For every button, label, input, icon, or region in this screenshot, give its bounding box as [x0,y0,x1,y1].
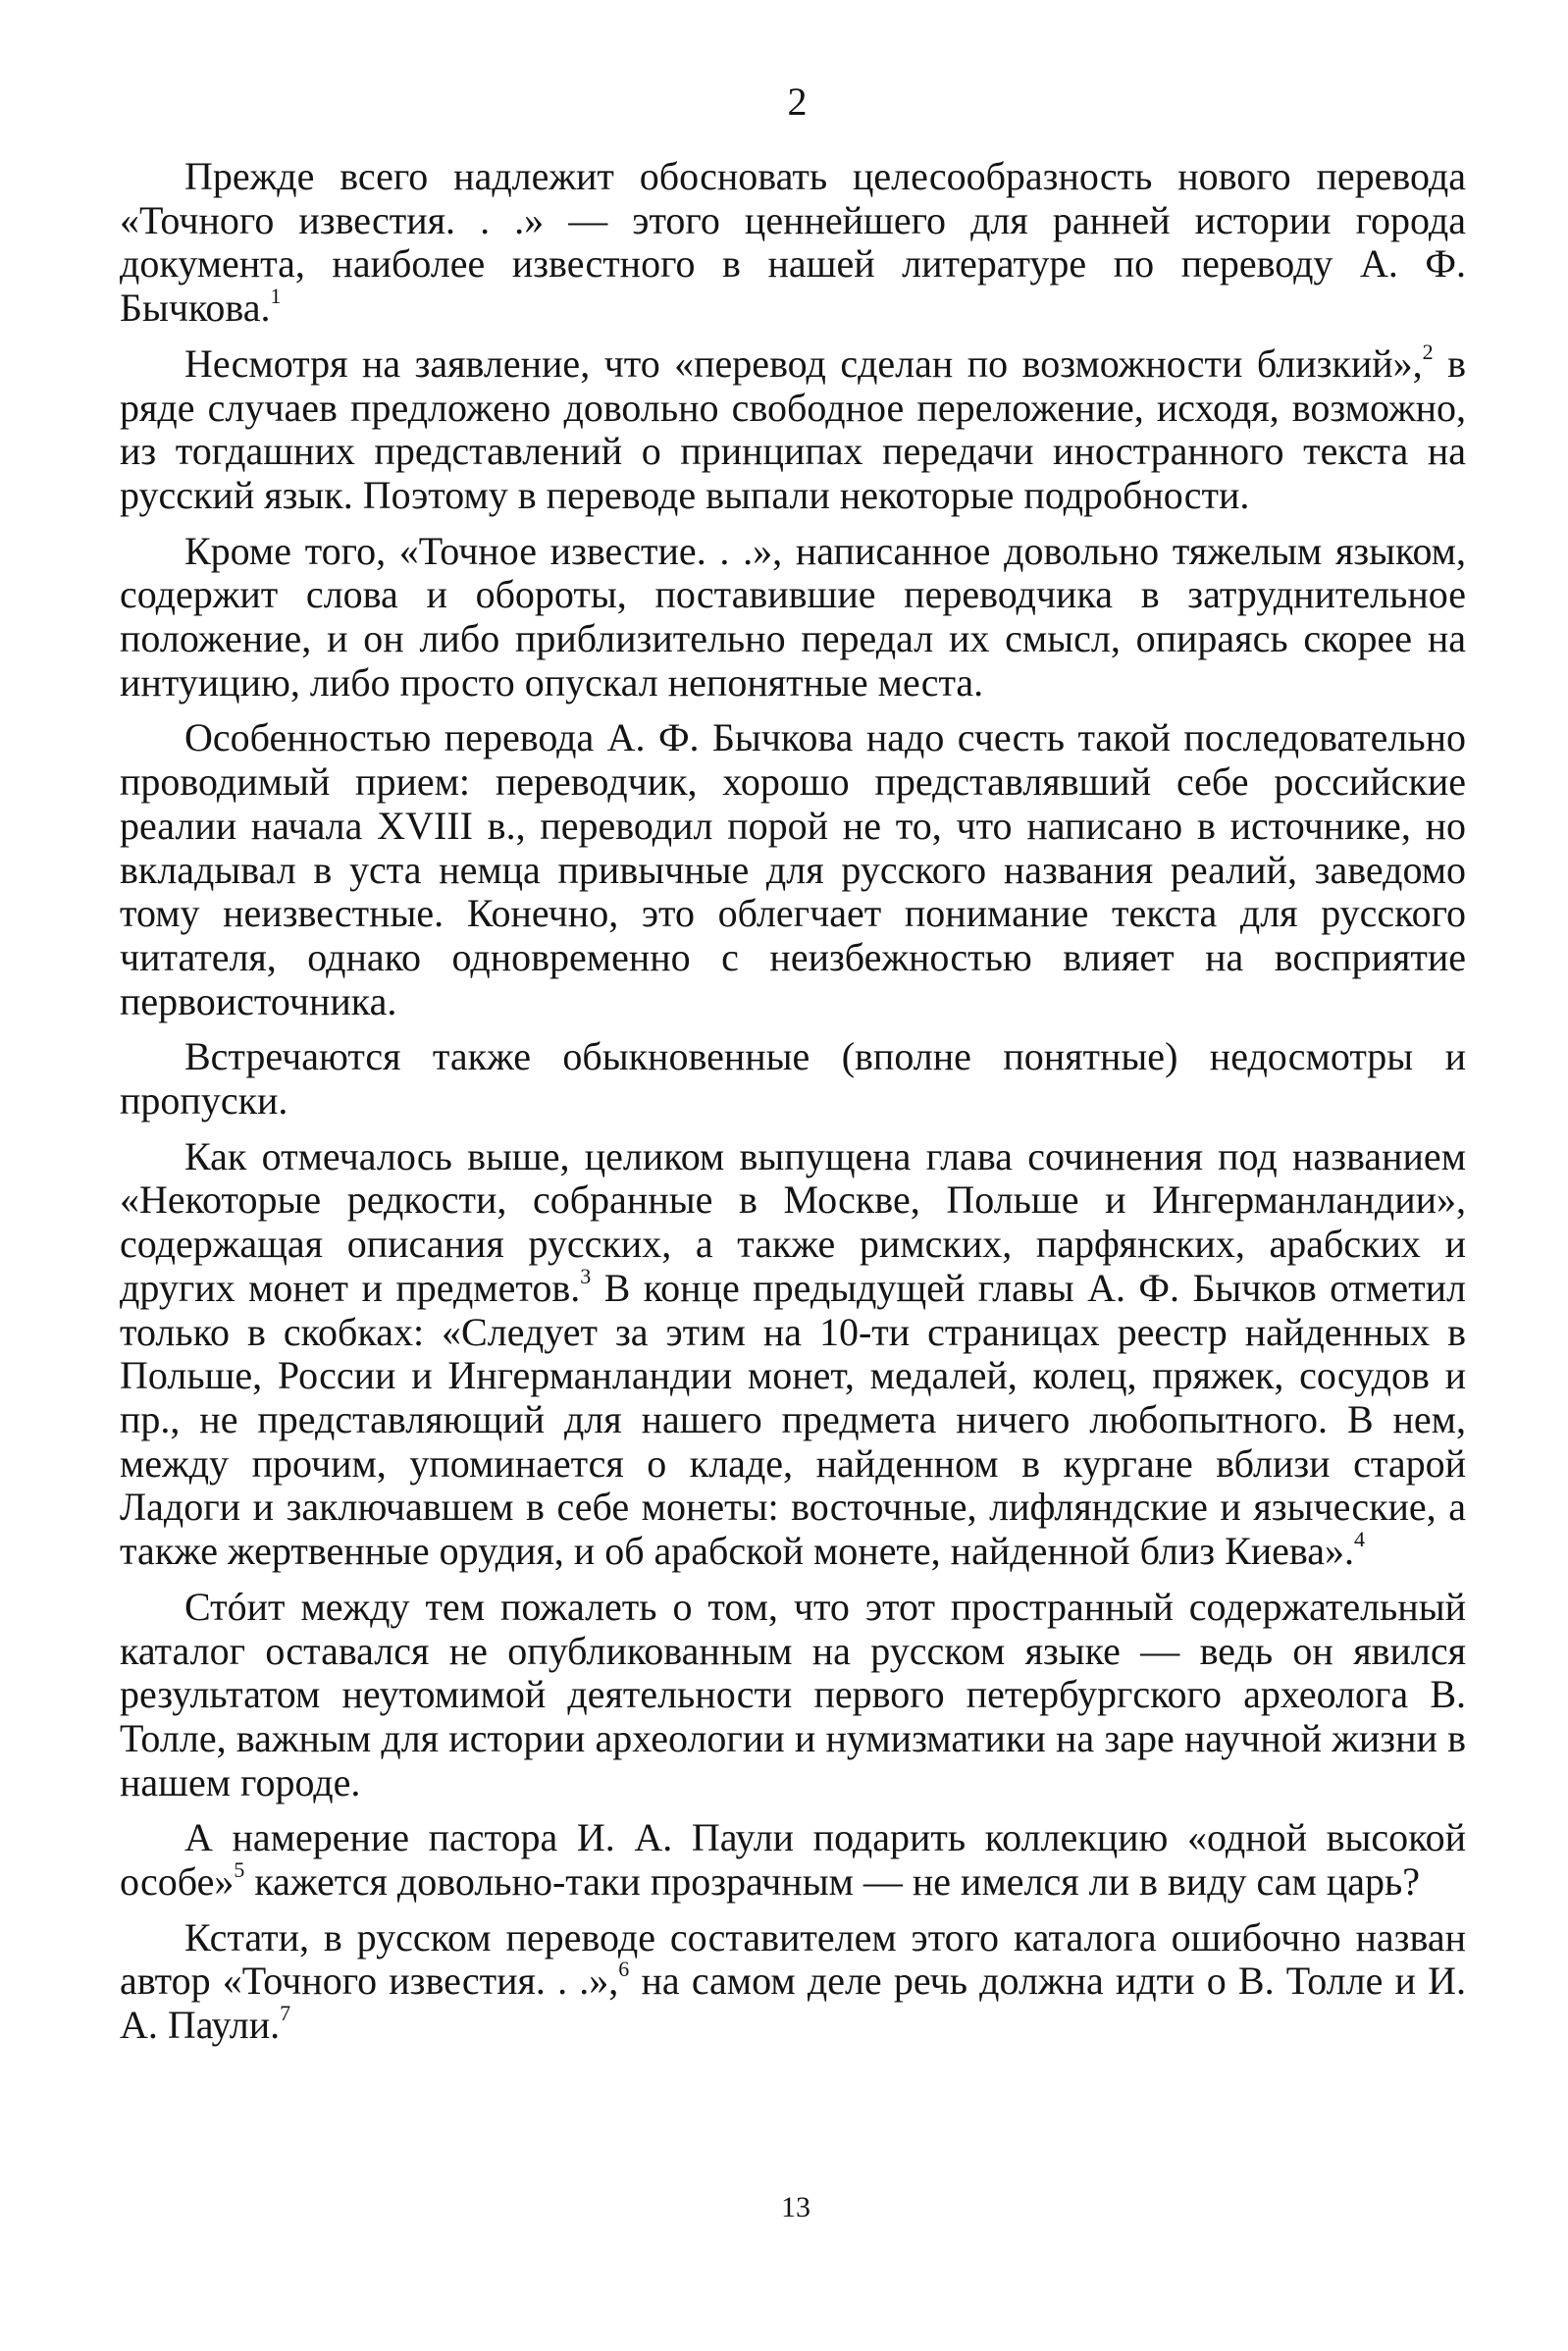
footnote-marker: 5 [234,1857,245,1883]
paragraph [120,1916,1466,2048]
page-number: 13 [781,2191,810,2223]
paragraph-text: Несмотря на заявление, что «перевод сделан по возможности близкий», [184,340,1423,386]
paragraph-text: Прежде всего надлежит обосновать целесообразность нового перевода «Точного известия. . .» — этого ценнейшего для ранней истории города документа, наиболее известного в нашей литературе по переводу А. Ф. Бычкова. [120,154,1466,331]
paragraph [120,1816,1466,1904]
paragraph-text: Кстати, в русском переводе составителем этого каталога ошибочно назван автор «Точного известия. . .», [120,1914,1466,2004]
paragraph-text: Кроме того, «Точное известие. . .», написанное довольно тяжелым языком, содержит слова и обороты, поставившие переводчика в затруднительное положение, и он либо приблизительно передал их смысл, опираясь скорее на интуицию, либо просто опускал непонятные места. [120,528,1466,705]
paragraph [120,1586,1466,1805]
paragraph [120,1135,1466,1574]
paragraph-text: на самом деле речь должна идти о В. Толле и И. А. Паули. [120,1959,1466,2048]
paragraph-text: Особенностью перевода А. Ф. Бычкова надо счесть такой последовательно проводимый прием: переводчик, хорошо представлявший себе российские реалии начала XVIII в., переводил порой не то, что написано в источнике, но вкладывал в уста немца привычные для русского названия реалий, заведомо тому неизвестные. Конечно, это облегчает понимание текста для русского читателя, однако одновременно с неизбежностью влияет на восприятие первоисточника. [120,715,1466,1023]
paragraph-text: в ряде случаев предложено довольно свободное переложение, исходя, возможно, из тогдашних представлений о принципах передачи иностранного текста на русский язык. Поэтому в переводе выпали некоторые подробности. [120,340,1467,517]
paragraph [120,530,1466,705]
paragraph-text: Встречаются также обыкновенные (вполне понятные) недосмотры и пропуски. [120,1034,1466,1123]
footnote-marker: 3 [580,1263,592,1288]
paragraph [120,716,1466,1023]
paragraph-text: А намерение пастора И. А. Паули подарить коллекцию «одной высокой особе» [120,1815,1466,1905]
paragraph-text: Как отмечалось выше, целиком выпущена глава сочинения под названием «Некоторые редкости, собранные в Москве, Польше и Ингерманландии», содержащая описания русских, а также римских, парфянских, арабских и других монет и предметов. [120,1133,1466,1310]
paragraph-text: В конце предыдущей главы А. Ф. Бычков отметил только в скобках: «Следует за этим на 10-ти страницах реестр найденных в Польше, России и Ингерманландии монет, медалей, колец, пряжек, сосудов и пр., не представляющий для нашего предмета ничего любопытного. В нем, между прочим, упоминается о кладе, найденном в кургане вблизи старой Ладоги и заключавшем в себе монеты: восточные, лифляндские и языческие, а также жертвенные орудия, и об арабской монете, найденной близ Киева». [120,1265,1467,1574]
paragraph [120,1035,1466,1123]
footnote-marker: 6 [618,1957,630,1982]
footnote-marker: 4 [1354,1527,1366,1552]
body-text [120,155,1466,2060]
footnote-marker: 1 [270,284,282,309]
section-number: 2 [787,79,808,124]
paragraph [120,339,1467,518]
footnote-marker: 7 [280,2001,291,2026]
footnote-marker: 2 [1422,339,1434,364]
paragraph-text: Стóит между тем пожалеть о том, что этот пространный содержательный каталог оставался не опубликованным на русском языке — ведь он явился результатом неутомимой деятельности первого петербургского археолога В. Толле, важным для истории археологии и нумизматики на заре научной жизни в нашем городе. [120,1584,1466,1804]
paragraph-text: кажется довольно-таки прозрачным — не имелся ли в виду сам царь? [244,1859,1421,1905]
paragraph [120,155,1466,331]
